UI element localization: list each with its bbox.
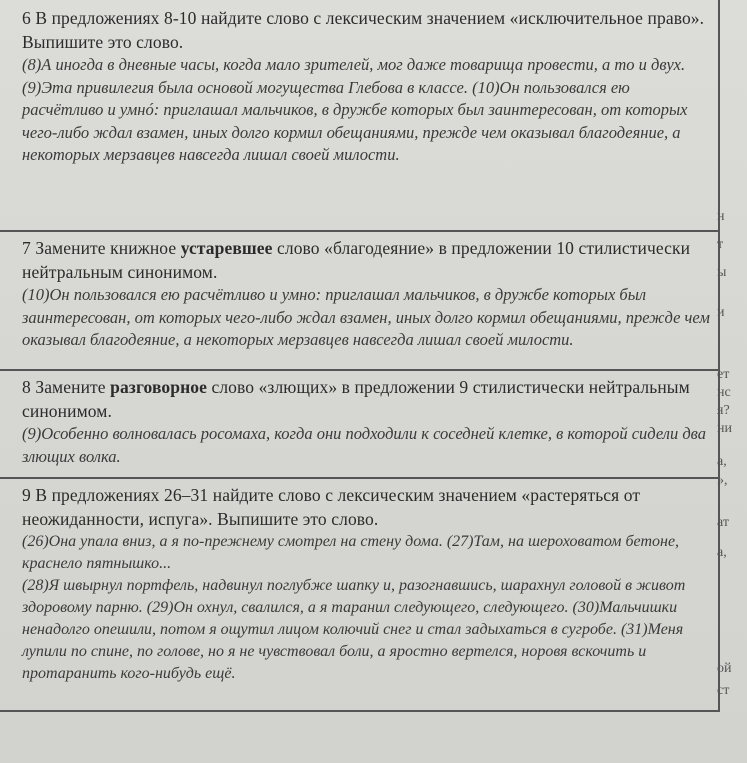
task-8-sentence-9: (9)Особенно волновалась росомаха, когда они подходили к соседней клетке, в которой сидели два злющих волка. xyxy=(22,424,706,466)
task-7-cell xyxy=(0,232,718,371)
margin-fragment: а, xyxy=(717,545,727,560)
task-6-sentence-9-10: (9)Эта привилегия была основой могущества Глебова в классе. (10)Он пользовался ею расчётливо и умнó: приглашал мальчиков, в дружбе которых был заинтересован, от которых чего-либо ждал взамен, иных долго кормил обещаниями, прежде чем оказывал благодеяние, а некоторых мерзавцев навсегда лишал своей милости. xyxy=(22,77,688,164)
task-9-sentences-28-31: (28)Я швырнул портфель, надвинул поглубже шапку и, разогнавшись, шарахнул головой в живот здоровому парню. (29)Он охнул, свалился, а я таранил следующего, следующего. (30)Мальчишки ненадолго опешили, потом я ощутил лицом колючий снег и стал задыхаться в сугробе. (31)Меня лупили по спине, по голове, но я не чувствовал боли, а яростно вертелся, норовя вскочить и протаранить кого-нибудь ещё. xyxy=(22,577,686,682)
margin-fragment: и xyxy=(717,305,725,320)
task-6-cell xyxy=(0,0,718,232)
margin-fragment: ет xyxy=(717,367,730,382)
margin-fragment: т xyxy=(717,237,724,252)
task-7-emphasis: устаревшее xyxy=(180,238,273,258)
task-9-sentences-26-27: (26)Она упала вниз, а я по-прежнему смотрел на стену дома. (27)Там, на шероховатом бетоне, краснело пятнышко... xyxy=(22,533,680,572)
task-8-text: 8 Замените разговорное слово «злющих» в предложении 9 стилистически нейтральным синонимом. xyxy=(22,377,690,421)
margin-fragment: ой xyxy=(717,661,732,676)
task-7-text: 7 Замените книжное устаревшее слово «благодеяние» в предложении 10 стилистически нейтральным синонимом. xyxy=(22,238,691,282)
margin-fragment: ы xyxy=(717,265,727,280)
task-9-cell xyxy=(0,479,718,712)
task-8-cell xyxy=(0,371,718,479)
task-9-text: 9 В предложениях 26–31 найдите слово с лексическим значением «растеряться от неожиданности, испуга». Выпишите это слово. xyxy=(22,485,641,529)
task-8-emphasis: разговорное xyxy=(110,377,207,397)
margin-fragment: нс xyxy=(717,385,731,400)
margin-fragment: н xyxy=(717,209,725,224)
margin-fragment: я? xyxy=(717,403,730,418)
margin-fragment: ст xyxy=(717,683,730,698)
task-6-sentence-8: (8)А иногда в дневные часы, когда мало зрителей, мог даже товарища провести, а то и двух. xyxy=(22,55,686,74)
margin-fragment: », xyxy=(717,473,728,488)
margin-fragment: ат xyxy=(717,515,729,530)
task-6-text: 6 В предложениях 8-10 найдите слово с лексическим значением «исключительное право». Выпишите это слово. xyxy=(22,8,705,52)
margin-fragment: а, xyxy=(717,454,727,469)
margin-fragment: ни xyxy=(717,421,732,436)
task-7-sentence-10: (10)Он пользовался ею расчётливо и умно: приглашал мальчиков, в дружбе которых был заинтересован, от которых чего-либо ждал взамен, иных долго кормил обещаниями, прежде чем оказывал благодеяние, а некоторых мерзавцев навсегда лишал своей милости. xyxy=(22,285,710,349)
